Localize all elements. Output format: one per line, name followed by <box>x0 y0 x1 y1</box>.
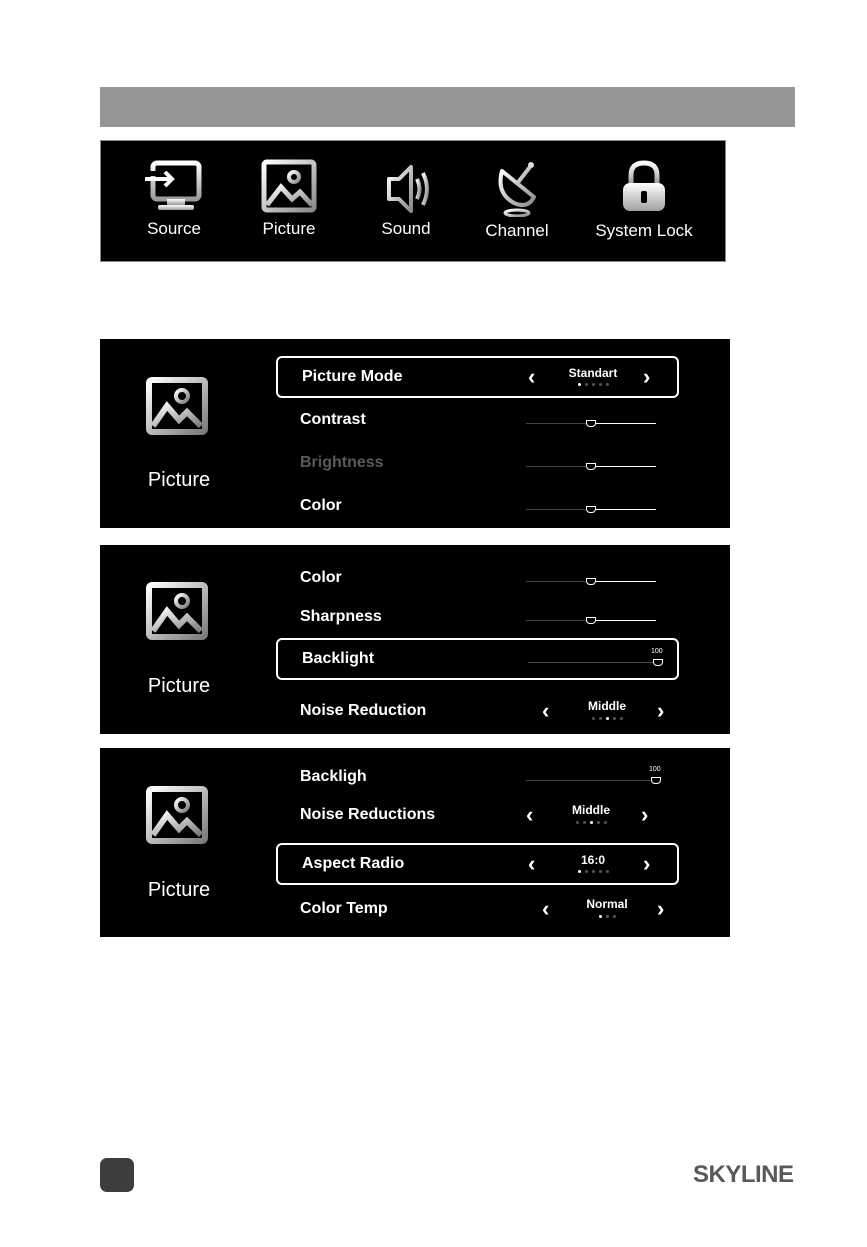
picture-icon <box>145 581 209 641</box>
chevron-left-icon[interactable]: ‹ <box>528 851 536 876</box>
picture-settings-panel <box>100 748 730 937</box>
source-icon <box>141 159 207 217</box>
speaker-icon <box>373 159 439 217</box>
menu-item-label: Channel <box>485 221 549 240</box>
menu-row-backlight[interactable] <box>276 638 679 680</box>
option-dot <box>599 717 602 720</box>
menu-row-sharpness[interactable] <box>276 596 679 638</box>
slider-knob[interactable] <box>586 578 596 585</box>
chevron-right-icon[interactable]: › <box>641 802 649 827</box>
slider-fill <box>526 780 656 781</box>
slider-knob[interactable] <box>586 617 596 624</box>
row-label: Contrast <box>300 411 366 428</box>
row-label: Picture Mode <box>302 368 403 385</box>
option-value: Middle <box>588 699 626 713</box>
option-dot <box>590 821 593 824</box>
picture-settings-panel <box>100 545 730 734</box>
picture-icon <box>256 159 322 217</box>
option-dot <box>592 383 595 386</box>
row-label: Brightness <box>300 454 384 471</box>
value-slider[interactable] <box>526 766 661 781</box>
row-label: Color <box>300 497 342 514</box>
menu-row-color[interactable] <box>276 557 679 599</box>
option-value: Standart <box>568 366 618 380</box>
value-slider[interactable] <box>526 466 656 467</box>
menu-item-label: Picture <box>262 219 316 238</box>
option-indicator-dots <box>548 383 638 386</box>
chevron-right-icon[interactable]: › <box>643 851 651 876</box>
menu-item-picture[interactable] <box>229 141 349 263</box>
option-dot <box>578 383 581 386</box>
chevron-left-icon[interactable]: ‹ <box>526 802 534 827</box>
row-label: Color <box>300 569 342 586</box>
option-dot <box>592 870 595 873</box>
option-dot <box>606 870 609 873</box>
chevron-right-icon[interactable]: › <box>657 896 665 921</box>
row-label: Sharpness <box>300 608 382 625</box>
option-indicator-dots <box>562 915 652 918</box>
slider-fill <box>526 581 591 582</box>
lock-icon <box>611 159 677 217</box>
slider-knob[interactable] <box>586 506 596 513</box>
option-value: Middle <box>572 803 610 817</box>
option-dot <box>597 821 600 824</box>
option-dot <box>599 870 602 873</box>
menu-item-label: Source <box>147 219 201 238</box>
option-dot <box>599 383 602 386</box>
menu-item-channel[interactable] <box>457 141 577 263</box>
slider-knob[interactable] <box>586 463 596 470</box>
menu-row-noise-reduction[interactable] <box>276 690 679 732</box>
value-slider[interactable] <box>526 509 656 510</box>
slider-knob[interactable] <box>653 659 663 666</box>
slider-fill <box>526 509 591 510</box>
slider-fill <box>526 466 591 467</box>
row-label: Backligh <box>300 768 367 785</box>
menu-item-sound[interactable] <box>346 141 466 263</box>
page-number-badge <box>100 1158 134 1192</box>
menu-row-color[interactable] <box>276 485 679 527</box>
option-dot <box>613 717 616 720</box>
row-label: Color Temp <box>300 900 388 917</box>
chevron-right-icon[interactable]: › <box>643 364 651 389</box>
menu-row-contrast[interactable] <box>276 399 679 441</box>
option-indicator-dots <box>546 821 636 824</box>
picture-icon <box>145 376 209 436</box>
picture-settings-panel <box>100 339 730 528</box>
slider-fill <box>526 423 591 424</box>
row-label: Noise Reductions <box>300 806 436 823</box>
value-slider[interactable] <box>526 423 656 424</box>
slider-value: 100 <box>651 648 663 655</box>
brand-logo: SKYLINE <box>693 1161 794 1188</box>
menu-row-aspect-radio[interactable] <box>276 843 679 885</box>
picture-icon <box>145 785 209 845</box>
menu-item-source[interactable] <box>114 141 234 263</box>
chevron-left-icon[interactable]: ‹ <box>528 364 536 389</box>
chevron-right-icon[interactable]: › <box>657 698 665 723</box>
option-dot <box>613 915 616 918</box>
menu-row-color-temp[interactable] <box>276 888 679 930</box>
row-label: Noise Reduction <box>300 702 427 719</box>
value-slider[interactable] <box>528 648 663 663</box>
option-dot <box>585 383 588 386</box>
option-dot <box>599 915 602 918</box>
option-dot <box>604 821 607 824</box>
value-slider[interactable] <box>526 581 656 582</box>
row-label: Backlight <box>302 650 375 667</box>
slider-fill <box>528 662 658 663</box>
option-dot <box>583 821 586 824</box>
option-dot <box>606 383 609 386</box>
option-dot <box>576 821 579 824</box>
value-slider[interactable] <box>526 620 656 621</box>
menu-item-label: Sound <box>381 219 431 238</box>
chevron-left-icon[interactable]: ‹ <box>542 698 550 723</box>
panel-title: Picture <box>147 675 211 697</box>
menu-row-backligh[interactable] <box>276 756 679 798</box>
option-value: Normal <box>586 897 628 911</box>
menu-row-brightness[interactable] <box>276 442 679 484</box>
slider-fill <box>526 620 591 621</box>
slider-knob[interactable] <box>651 777 661 784</box>
row-label: Aspect Radio <box>302 855 405 872</box>
chevron-left-icon[interactable]: ‹ <box>542 896 550 921</box>
panel-title: Picture <box>147 879 211 901</box>
slider-knob[interactable] <box>586 420 596 427</box>
option-dot <box>620 717 623 720</box>
option-dot <box>606 915 609 918</box>
menu-row-picture-mode[interactable] <box>276 356 679 398</box>
option-indicator-dots <box>548 870 638 873</box>
satellite-dish-icon <box>484 159 550 217</box>
menu-row-noise-reductions[interactable] <box>276 794 679 836</box>
option-dot <box>606 717 609 720</box>
panel-title: Picture <box>147 469 211 491</box>
option-dot <box>592 717 595 720</box>
menu-item-label: System Lock <box>595 221 693 240</box>
option-indicator-dots <box>562 717 652 720</box>
slider-value: 100 <box>649 766 661 773</box>
option-dot <box>578 870 581 873</box>
menu-item-system-lock[interactable] <box>584 141 704 263</box>
main-menu <box>100 140 726 262</box>
option-value: 16:0 <box>580 853 606 867</box>
header-bar <box>100 87 795 127</box>
option-dot <box>585 870 588 873</box>
